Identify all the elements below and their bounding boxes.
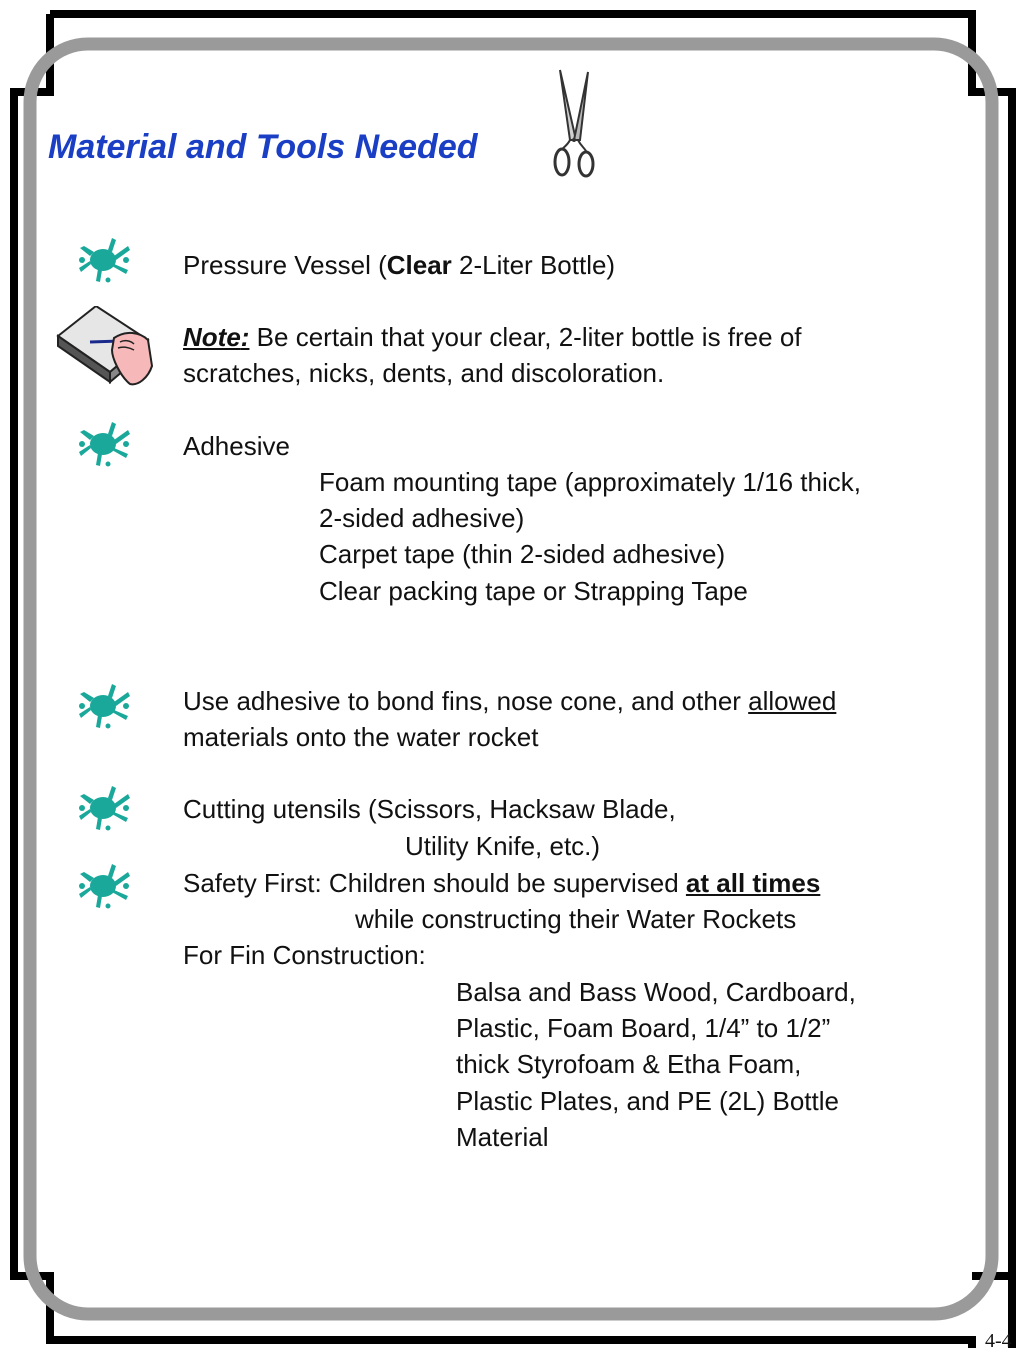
note-line-2: scratches, nicks, dents, and discoloration.: [183, 358, 665, 388]
splat-bullet-icon: [78, 682, 132, 730]
fin-line: Plastic Plates, and PE (2L) Bottle: [456, 1086, 839, 1116]
fin-line: thick Styrofoam & Etha Foam,: [456, 1049, 802, 1079]
pressure-vessel-item: [183, 247, 615, 283]
note-line-1: [183, 319, 802, 355]
adhesive-item: 2-sided adhesive): [319, 503, 525, 533]
use-adhesive-line-2: materials onto the water rocket: [183, 722, 539, 752]
page-title: Material and Tools Needed: [48, 128, 478, 166]
use-adhesive-line-1: [183, 683, 836, 719]
adhesive-heading: Adhesive: [183, 431, 290, 461]
safety-line-1: [183, 865, 820, 901]
splat-bullet-icon: [78, 236, 132, 284]
page-number: 4-4: [985, 1330, 1012, 1352]
splat-bullet-icon: [78, 420, 132, 468]
safety-at-all-times: at all times: [685, 868, 821, 898]
use-prefix: Use adhesive to bond fins, nose cone, and other: [183, 686, 749, 716]
adhesive-item: Foam mounting tape (approximately 1/16 thick,: [319, 467, 861, 497]
note-text: Be certain that your clear, 2-liter bottle is free of: [249, 322, 802, 352]
note-pad-hand-icon: [56, 306, 156, 392]
note-label: Note: [183, 322, 241, 352]
cutting-line-2: Utility Knife, etc.): [405, 831, 601, 861]
fin-line: Balsa and Bass Wood, Cardboard,: [456, 977, 856, 1007]
fin-heading: For Fin Construction:: [183, 940, 426, 970]
splat-bullet-icon: [78, 862, 132, 910]
safety-prefix: Safety First: Children should be supervised: [183, 868, 686, 898]
pressure-suffix: 2-Liter Bottle): [451, 250, 616, 280]
splat-bullet-icon: [78, 784, 132, 832]
adhesive-item: Carpet tape (thin 2-sided adhesive): [319, 539, 726, 569]
adhesive-item: Clear packing tape or Strapping Tape: [319, 576, 748, 606]
cutting-line-1: Cutting utensils (Scissors, Hacksaw Blade,: [183, 794, 676, 824]
use-allowed-underlined: allowed: [748, 686, 837, 716]
fin-line: Material: [456, 1122, 549, 1152]
safety-line-2: while constructing their Water Rockets: [355, 904, 797, 934]
pressure-prefix: Pressure Vessel (: [183, 250, 387, 280]
pressure-clear-bold: Clear: [386, 250, 452, 280]
fin-line: Plastic, Foam Board, 1/4” to 1/2”: [456, 1013, 831, 1043]
note-colon: :: [240, 322, 250, 352]
scissors-icon: [546, 66, 602, 184]
